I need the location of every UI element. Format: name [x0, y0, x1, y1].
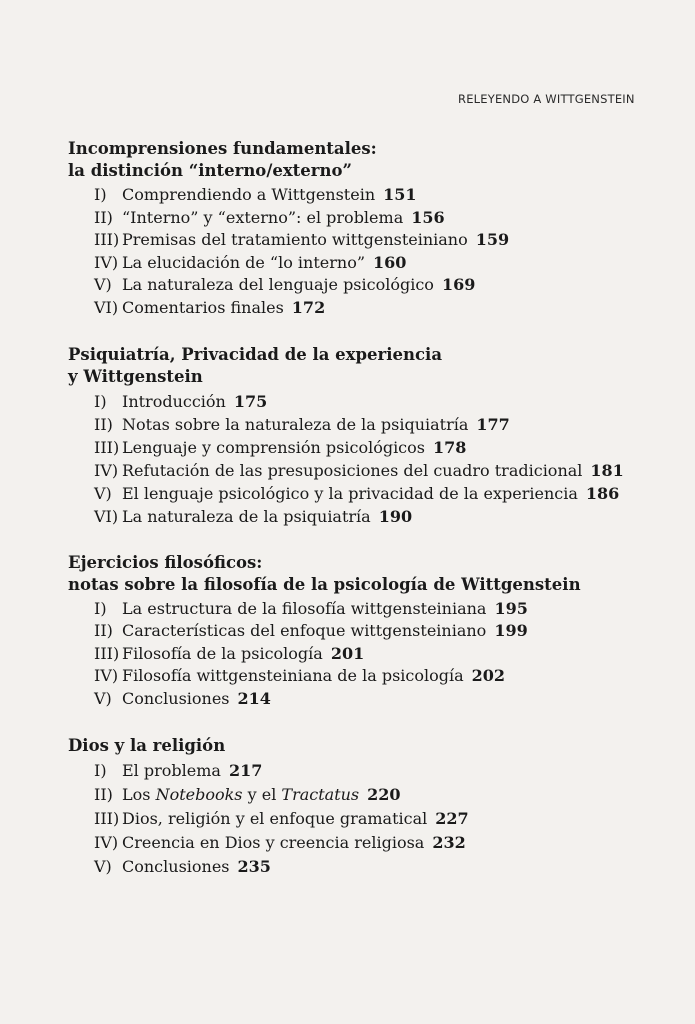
- entry-title: Filosofía wittgensteiniana de la psicología: [122, 666, 464, 686]
- toc-entry: [94, 184, 628, 207]
- entry-number: I): [94, 760, 107, 780]
- entry-page: 178: [432, 437, 467, 457]
- entry-page: 227: [435, 808, 469, 828]
- toc-section-dios: [68, 735, 628, 879]
- entry-page: 235: [237, 856, 271, 876]
- entry-page: 214: [237, 688, 271, 708]
- entry-title-italic: Notebooks: [155, 784, 243, 804]
- entry-title: La elucidación de “lo interno”: [122, 252, 365, 272]
- section-heading-line: Psiquiatría, Privacidad de la experiencia: [68, 344, 443, 364]
- entry-number: II): [94, 414, 113, 434]
- section-heading-line: Incomprensiones fundamentales:: [68, 139, 377, 158]
- toc-entry: [94, 413, 628, 436]
- entry-page: 159: [475, 230, 510, 250]
- toc-entry: [94, 855, 628, 879]
- entry-number: III): [94, 808, 120, 828]
- entry-page: 181: [590, 460, 624, 480]
- entry-page: 151: [383, 185, 417, 204]
- section-heading: [68, 552, 628, 596]
- toc-entry: [94, 229, 628, 252]
- entry-title: Comentarios finales: [122, 297, 284, 317]
- entry-number: III): [94, 643, 120, 663]
- section-heading: [68, 138, 628, 182]
- entry-title: Características del enfoque wittgensteiniano: [122, 621, 487, 641]
- entry-number: IV): [94, 666, 119, 686]
- entry-page: 172: [291, 297, 326, 317]
- entry-page: 195: [494, 598, 528, 618]
- entry-number: II): [94, 621, 113, 641]
- entry-title-part: y el: [242, 784, 282, 804]
- entry-title: Refutación de las presuposiciones del cuadro tradicional: [122, 460, 583, 480]
- entry-title: Introducción: [122, 391, 226, 411]
- entry-title: La naturaleza de la psiquiatría: [122, 506, 371, 526]
- entry-title: La estructura de la filosofía wittgensteiniana: [122, 598, 487, 618]
- toc-entry: [94, 831, 628, 855]
- entry-title: “Interno” y “externo”: el problema: [122, 207, 404, 227]
- entry-number: III): [94, 230, 120, 250]
- entry-number: V): [94, 856, 112, 876]
- toc-entry: [94, 459, 628, 482]
- section-heading-line: Dios y la religión: [68, 735, 226, 755]
- toc-entry: [94, 274, 628, 297]
- entry-list: [94, 390, 628, 528]
- entry-title: Conclusiones: [122, 856, 230, 876]
- entry-number: VI): [94, 506, 119, 526]
- entry-page: 201: [330, 643, 365, 663]
- entry-title: Creencia en Dios y creencia religiosa: [122, 832, 425, 852]
- entry-page: 199: [494, 621, 528, 641]
- entry-number: IV): [94, 252, 119, 272]
- section-heading: [68, 735, 628, 757]
- entry-number: IV): [94, 832, 119, 852]
- entry-page: 217: [228, 760, 263, 780]
- toc-entry: [94, 643, 628, 666]
- entry-title-part: Los: [122, 784, 156, 804]
- table-of-contents: [68, 138, 628, 903]
- section-heading-line: y Wittgenstein: [68, 366, 203, 386]
- entry-title: Lenguaje y comprensión psicológicos: [122, 437, 425, 457]
- section-heading-line: la distinción “interno/externo”: [68, 161, 352, 180]
- entry-number: V): [94, 688, 112, 708]
- entry-title: Conclusiones: [122, 688, 230, 708]
- toc-entry: [94, 598, 628, 621]
- entry-page: 220: [367, 784, 401, 804]
- toc-entry: [94, 482, 628, 505]
- entry-title: Comprendiendo a Wittgenstein: [122, 185, 376, 204]
- toc-section-incomprensiones: [68, 138, 628, 320]
- toc-entry: [94, 297, 628, 320]
- section-heading-line: notas sobre la filosofía de la psicología de Wittgenstein: [68, 574, 581, 594]
- section-heading: [68, 344, 628, 388]
- section-heading-line: Ejercicios filosóficos:: [68, 552, 263, 572]
- toc-entry: [94, 807, 628, 831]
- toc-section-psiquiatria: [68, 344, 628, 528]
- entry-number: I): [94, 391, 107, 411]
- entry-title: Notas sobre la naturaleza de la psiquiatría: [122, 414, 469, 434]
- entry-number: V): [94, 483, 112, 503]
- toc-entry: [94, 436, 628, 459]
- entry-number: V): [94, 275, 112, 295]
- entry-title: Filosofía de la psicología: [122, 643, 323, 663]
- entry-page: 156: [411, 207, 445, 227]
- entry-number: I): [94, 185, 107, 204]
- entry-title: [122, 785, 359, 804]
- entry-number: II): [94, 207, 113, 227]
- entry-number: I): [94, 598, 107, 618]
- entry-number: II): [94, 784, 113, 804]
- entry-number: VI): [94, 297, 119, 317]
- entry-page: 177: [476, 414, 510, 434]
- entry-title-italic: Tractatus: [281, 784, 360, 804]
- entry-page: 202: [471, 666, 506, 686]
- entry-page: 186: [585, 483, 620, 503]
- toc-entry: [94, 505, 628, 528]
- entry-page: 190: [378, 506, 413, 526]
- toc-entry: [94, 390, 628, 413]
- toc-entry: [94, 759, 628, 783]
- entry-page: 175: [233, 391, 268, 411]
- entry-page: 169: [441, 275, 476, 295]
- toc-section-ejercicios: [68, 552, 628, 711]
- entry-title: El problema: [122, 760, 221, 780]
- toc-entry: [94, 688, 628, 711]
- entry-list: [94, 759, 628, 879]
- entry-list: [94, 598, 628, 711]
- toc-entry: [94, 207, 628, 230]
- entry-number: III): [94, 437, 120, 457]
- entry-page: 232: [432, 832, 466, 852]
- entry-list: [94, 184, 628, 320]
- running-head: RELEYENDO A WITTGENSTEIN: [458, 92, 635, 106]
- toc-entry: [94, 783, 628, 807]
- entry-page: 160: [373, 252, 407, 272]
- entry-number: IV): [94, 460, 119, 480]
- entry-title: El lenguaje psicológico y la privacidad de la experiencia: [122, 483, 578, 503]
- entry-title: La naturaleza del lenguaje psicológico: [122, 275, 434, 295]
- entry-title: Dios, religión y el enfoque gramatical: [122, 808, 428, 828]
- entry-title: Premisas del tratamiento wittgensteiniano: [122, 230, 468, 250]
- toc-entry: [94, 665, 628, 688]
- toc-entry: [94, 620, 628, 643]
- toc-entry: [94, 252, 628, 275]
